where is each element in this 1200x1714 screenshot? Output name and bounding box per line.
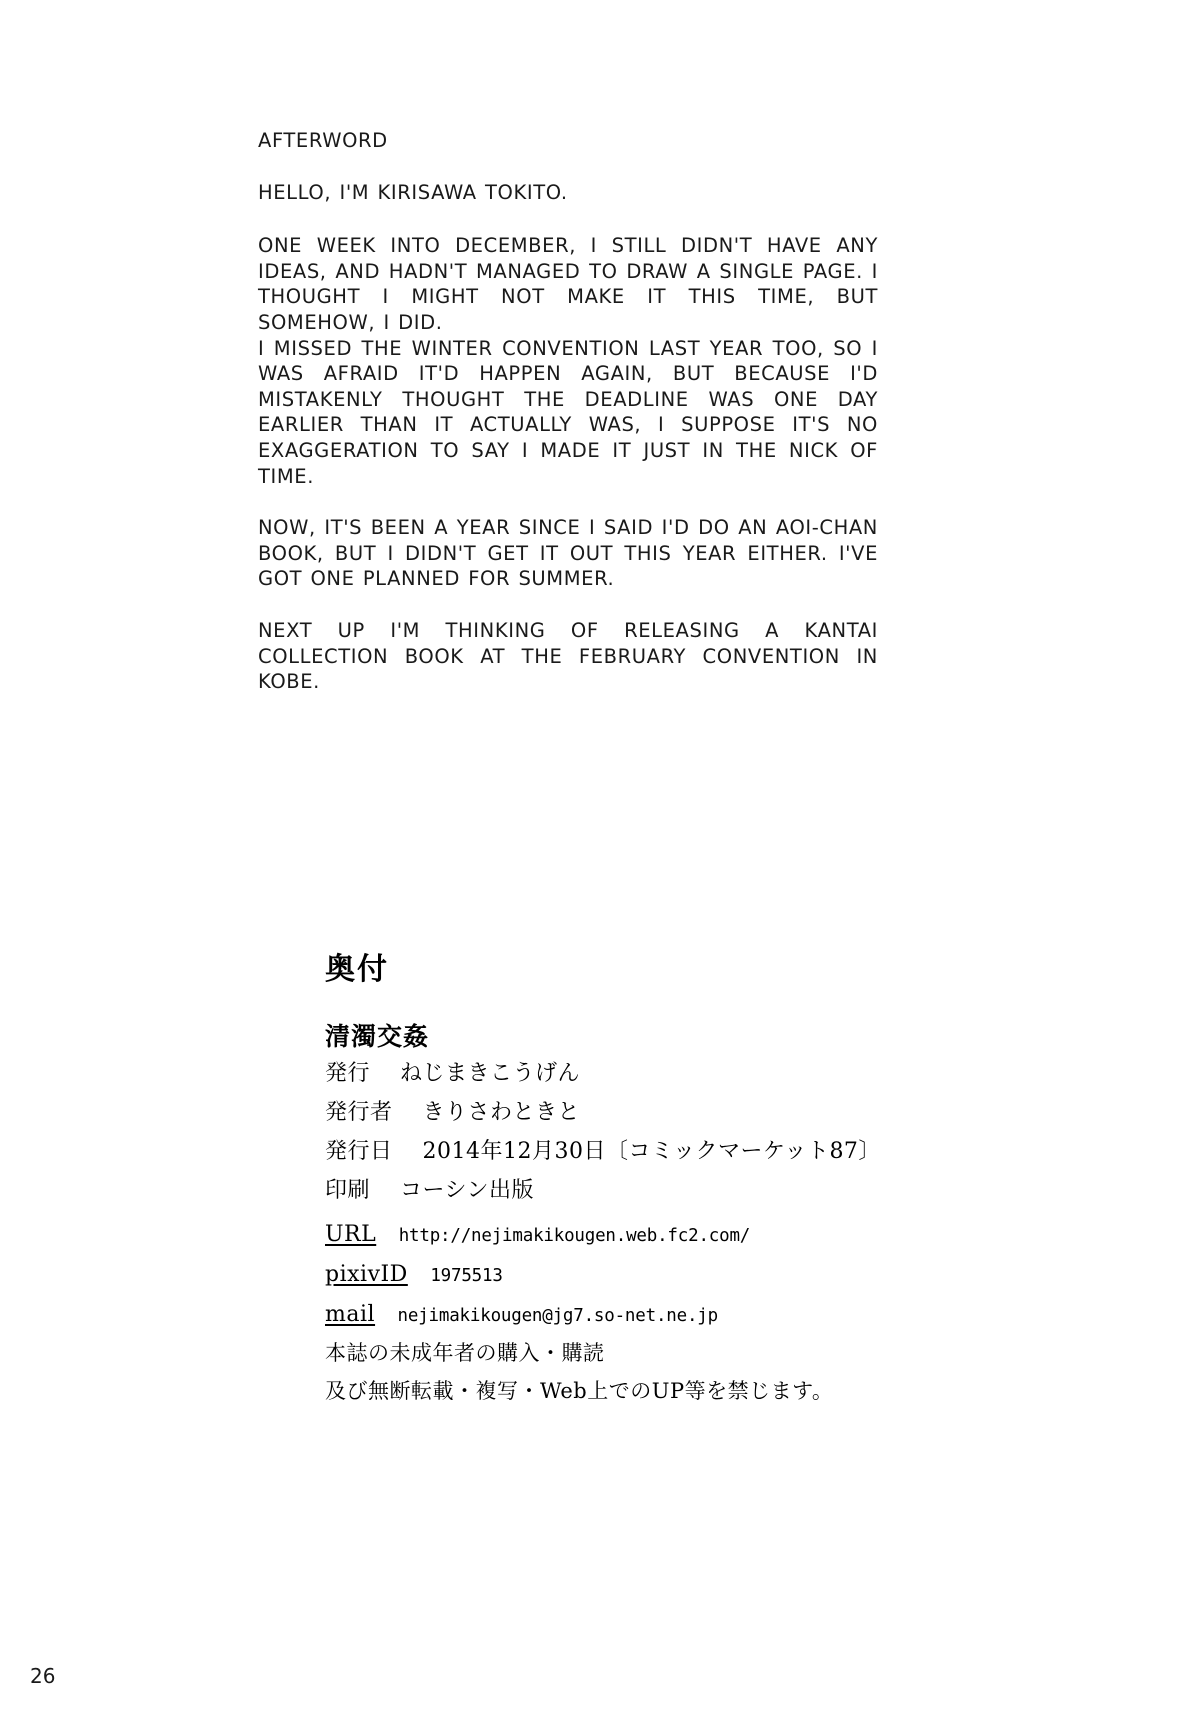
colophon-publisher-row xyxy=(325,1058,925,1090)
colophon-author-label: 発行者 xyxy=(325,1100,393,1126)
colophon-publisher-label: 発行 xyxy=(325,1061,371,1087)
colophon-date-label: 発行日 xyxy=(325,1139,393,1165)
afterword-paragraph-2: I MISSED THE WINTER CONVENTION LAST YEAR TOO, SO I WAS AFRAID IT'D HAPPEN AGAIN, BUT BECAUSE I'D MISTAKENLY THOUGHT THE DEADLINE WAS ONE DAY EARLIER THAN IT ACTUALLY WAS, I SUPPOSE IT'S NO EXAGGERATION TO SAY I MADE IT JUST IN THE NICK OF TIME. xyxy=(258,336,878,488)
colophon-date-row xyxy=(325,1136,925,1168)
colophon-printer-value: コーシン出版 xyxy=(400,1177,535,1203)
colophon-heading: 奥付 xyxy=(325,952,389,987)
colophon-pixiv-row xyxy=(325,1259,925,1291)
colophon-url-value[interactable]: http://nejimakikougen.web.fc2.com/ xyxy=(398,1225,751,1246)
colophon-pixiv-value[interactable]: 1975513 xyxy=(430,1265,503,1286)
colophon-mail-row xyxy=(325,1299,925,1331)
colophon-author-value: きりさわときと xyxy=(422,1100,581,1126)
colophon-work-title: 清濁交姦 xyxy=(325,1022,430,1051)
colophon-notice-line-2: 及び無断転載・複写・Web上でのUP等を禁じます。 xyxy=(325,1378,834,1403)
page-number: 26 xyxy=(30,1664,56,1688)
colophon-notice-line-1: 本誌の未成年者の購入・購読 xyxy=(325,1341,605,1366)
afterword-title: AFTERWORD xyxy=(258,129,388,152)
colophon-publisher-value: ねじまきこうげん xyxy=(400,1061,581,1087)
colophon-printer-row xyxy=(325,1175,925,1207)
colophon-mail-label: mail xyxy=(325,1301,376,1327)
colophon-author-row xyxy=(325,1097,925,1129)
colophon-section xyxy=(325,952,925,1413)
colophon-url-row xyxy=(325,1219,925,1251)
colophon-date-value: 2014年12月30日〔コミックマーケット87〕 xyxy=(422,1139,881,1165)
afterword-section xyxy=(258,128,878,695)
colophon-mail-value[interactable]: nejimakikougen@jg7.so-net.ne.jp xyxy=(397,1305,718,1326)
afterword-paragraph-1: ONE WEEK INTO DECEMBER, I STILL DIDN'T HAVE ANY IDEAS, AND HADN'T MANAGED TO DRAW A SINGLE PAGE. I THOUGHT I MIGHT NOT MAKE IT THIS TIME, BUT SOMEHOW, I DID. xyxy=(258,234,878,334)
afterword-paragraph-4: NEXT UP I'M THINKING OF RELEASING A KANTAI COLLECTION BOOK AT THE FEBRUARY CONVENTION IN KOBE. xyxy=(258,618,878,694)
afterword-greeting: HELLO, I'M KIRISAWA TOKITO. xyxy=(258,180,568,204)
colophon-url-label: URL xyxy=(325,1221,377,1247)
colophon-printer-label: 印刷 xyxy=(325,1177,371,1203)
colophon-pixiv-label: pixivID xyxy=(325,1261,408,1287)
afterword-paragraph-3: NOW, IT'S BEEN A YEAR SINCE I SAID I'D DO AN AOI-CHAN BOOK, BUT I DIDN'T GET IT OUT THIS YEAR EITHER. I'VE GOT ONE PLANNED FOR SUMMER. xyxy=(258,516,878,591)
